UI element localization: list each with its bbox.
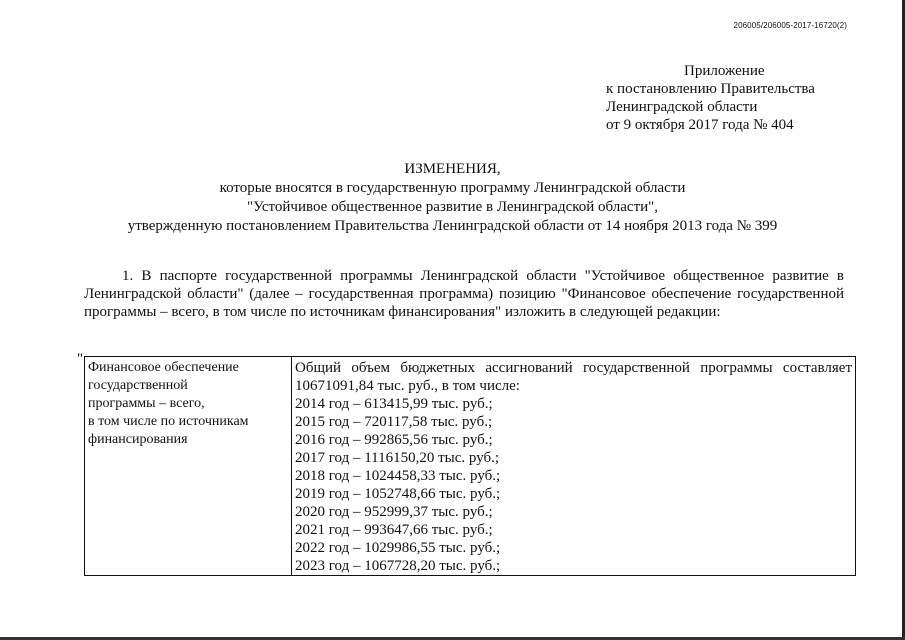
- financing-label-cell: [85, 357, 292, 576]
- year-amount: 2020 год – 952999,37 тыс. руб.;: [295, 504, 493, 520]
- annex-line: к постановлению Правительства: [606, 81, 815, 97]
- total-amount-text: Общий объем бюджетных ассигнований государственной программы составляет 10671091,84 тыс. руб., в том числе:: [295, 360, 852, 394]
- year-amount: 2014 год – 613415,99 тыс. руб.;: [295, 396, 493, 412]
- annex-line: Ленинградской области: [606, 99, 758, 115]
- annex-line: от 9 октября 2017 года № 404: [606, 117, 794, 133]
- table-row: [85, 357, 856, 576]
- year-amount: 2017 год – 1116150,20 тыс. руб.;: [295, 450, 500, 466]
- year-amount: 2022 год – 1029986,55 тыс. руб.;: [295, 540, 501, 556]
- label-line: финансирования: [88, 432, 188, 447]
- annex-block: [606, 62, 815, 134]
- financing-value-cell: [292, 357, 856, 576]
- document-heading: [0, 160, 905, 236]
- financing-table: [84, 356, 856, 576]
- label-line: в том числе по источникам: [88, 414, 249, 429]
- label-line: Финансовое обеспечение: [88, 360, 239, 375]
- year-amount: 2016 год – 992865,56 тыс. руб.;: [295, 432, 493, 448]
- heading-line: утвержденную постановлением Правительства Ленинградской области от 14 ноября 2013 года № 399: [127, 218, 778, 234]
- heading-title: ИЗМЕНЕНИЯ,: [404, 161, 501, 177]
- open-quote: ": [77, 351, 84, 367]
- paragraph-1: 1. В паспорте государственной программы Ленинградской области "Устойчивое общественное развитие в Ленинградской области" (далее – государственная программа) позицию "Финансовое обеспечение государственной программы – всего, в том числе по источникам финансирования" изложить в следующей редакции:: [84, 268, 844, 320]
- year-amount: 2015 год – 720117,58 тыс. руб.;: [295, 414, 493, 430]
- label-line: государственной: [88, 378, 188, 393]
- year-amount: 2019 год – 1052748,66 тыс. руб.;: [295, 486, 501, 502]
- year-amount: 2018 год – 1024458,33 тыс. руб.;: [295, 468, 501, 484]
- year-amount: 2021 год – 993647,66 тыс. руб.;: [295, 522, 493, 538]
- annex-line: Приложение: [684, 63, 765, 79]
- document-id: 206005/206005-2017-16720(2): [733, 21, 847, 30]
- year-amount: 2023 год – 1067728,20 тыс. руб.;: [295, 558, 501, 574]
- label-line: программы – всего,: [88, 396, 205, 411]
- heading-line: "Устойчивое общественное развитие в Ленинградской области",: [246, 199, 659, 215]
- heading-line: которые вносятся в государственную программу Ленинградской области: [219, 180, 686, 196]
